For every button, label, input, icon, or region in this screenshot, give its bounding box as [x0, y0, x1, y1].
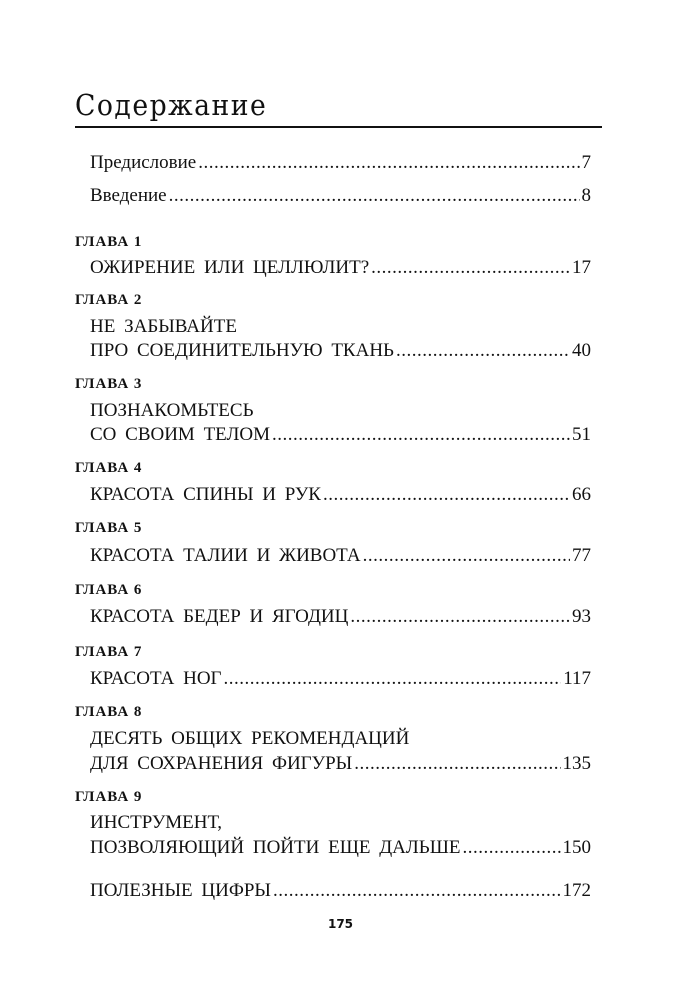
- entry-page: 40: [572, 340, 591, 361]
- dot-leader: [169, 184, 580, 208]
- toc-entry-chapter-2: [90, 339, 591, 363]
- entry-label: ПРО СОЕДИНИТЕЛЬНУЮ ТКАНЬ: [90, 340, 394, 361]
- entry-page: 17: [572, 257, 591, 278]
- dot-leader: [396, 339, 570, 363]
- toc-entry-chapter-3: [90, 423, 591, 447]
- entry-page: 150: [562, 837, 591, 858]
- chapter-label: ГЛАВА 6: [75, 582, 143, 598]
- entry-page: 66: [572, 484, 591, 505]
- toc-entry-chapter-8: [90, 752, 591, 776]
- entry-label: ОЖИРЕНИЕ ИЛИ ЦЕЛЛЮЛИТ?: [90, 257, 370, 278]
- chapter-label: ГЛАВА 2: [75, 292, 143, 308]
- page-title: Содержание: [75, 88, 268, 122]
- entry-page: 172: [562, 880, 591, 901]
- title-rule: [75, 126, 602, 128]
- entry-label: КРАСОТА ТАЛИИ И ЖИВОТА: [90, 545, 361, 566]
- toc-entry-chapter-5: [90, 544, 591, 568]
- entry-label-line: ИНСТРУМЕНТ,: [90, 812, 222, 833]
- chapter-label: ГЛАВА 4: [75, 460, 143, 476]
- dot-leader: [363, 544, 570, 568]
- entry-label: Введение: [90, 185, 167, 206]
- entry-label: Предисловие: [90, 152, 197, 173]
- toc-entry-introduction: [90, 184, 591, 208]
- toc-entry-chapter-7: [90, 667, 591, 691]
- toc-entry-appendix: [90, 879, 591, 903]
- dot-leader: [224, 667, 562, 691]
- toc-entry-chapter-9: [90, 836, 591, 860]
- entry-page: 135: [562, 753, 591, 774]
- entry-label: КРАСОТА НОГ: [90, 668, 222, 689]
- dot-leader: [350, 605, 570, 629]
- entry-label: ПОЛЕЗНЫЕ ЦИФРЫ: [90, 880, 271, 901]
- entry-page: 7: [581, 152, 591, 173]
- entry-label: СО СВОИМ ТЕЛОМ: [90, 424, 271, 445]
- entry-label: ДЛЯ СОХРАНЕНИЯ ФИГУРЫ: [90, 753, 353, 774]
- dot-leader: [273, 879, 561, 903]
- entry-page: 93: [572, 606, 591, 627]
- entry-page: 77: [572, 545, 591, 566]
- entry-page: 8: [581, 185, 591, 206]
- entry-page: 51: [572, 424, 591, 445]
- dot-leader: [371, 256, 570, 280]
- toc-entry-preface: [90, 151, 591, 175]
- dot-leader: [272, 423, 570, 447]
- chapter-label: ГЛАВА 9: [75, 789, 143, 805]
- entry-label-line: ПОЗНАКОМЬТЕСЬ: [90, 400, 254, 421]
- chapter-label: ГЛАВА 3: [75, 376, 143, 392]
- page-number: 175: [327, 917, 354, 931]
- toc-entry-chapter-4: [90, 483, 591, 507]
- dot-leader: [354, 752, 560, 776]
- toc-entry-chapter-6: [90, 605, 591, 629]
- entry-label-line: ДЕСЯТЬ ОБЩИХ РЕКОМЕНДАЦИЙ: [90, 728, 410, 749]
- chapter-label: ГЛАВА 8: [75, 704, 143, 720]
- chapter-label: ГЛАВА 7: [75, 644, 143, 660]
- toc-entry-chapter-1: [90, 256, 591, 280]
- dot-leader: [462, 836, 560, 860]
- entry-label-line: НЕ ЗАБЫВАЙТЕ: [90, 316, 237, 337]
- entry-label: ПОЗВОЛЯЮЩИЙ ПОЙТИ ЕЩЕ ДАЛЬШЕ: [90, 837, 461, 858]
- chapter-label: ГЛАВА 5: [75, 520, 143, 536]
- entry-label: КРАСОТА СПИНЫ И РУК: [90, 484, 321, 505]
- dot-leader: [323, 483, 570, 507]
- entry-page: 117: [563, 668, 591, 689]
- dot-leader: [198, 151, 579, 175]
- entry-label: КРАСОТА БЕДЕР И ЯГОДИЦ: [90, 606, 349, 627]
- chapter-label: ГЛАВА 1: [75, 234, 143, 250]
